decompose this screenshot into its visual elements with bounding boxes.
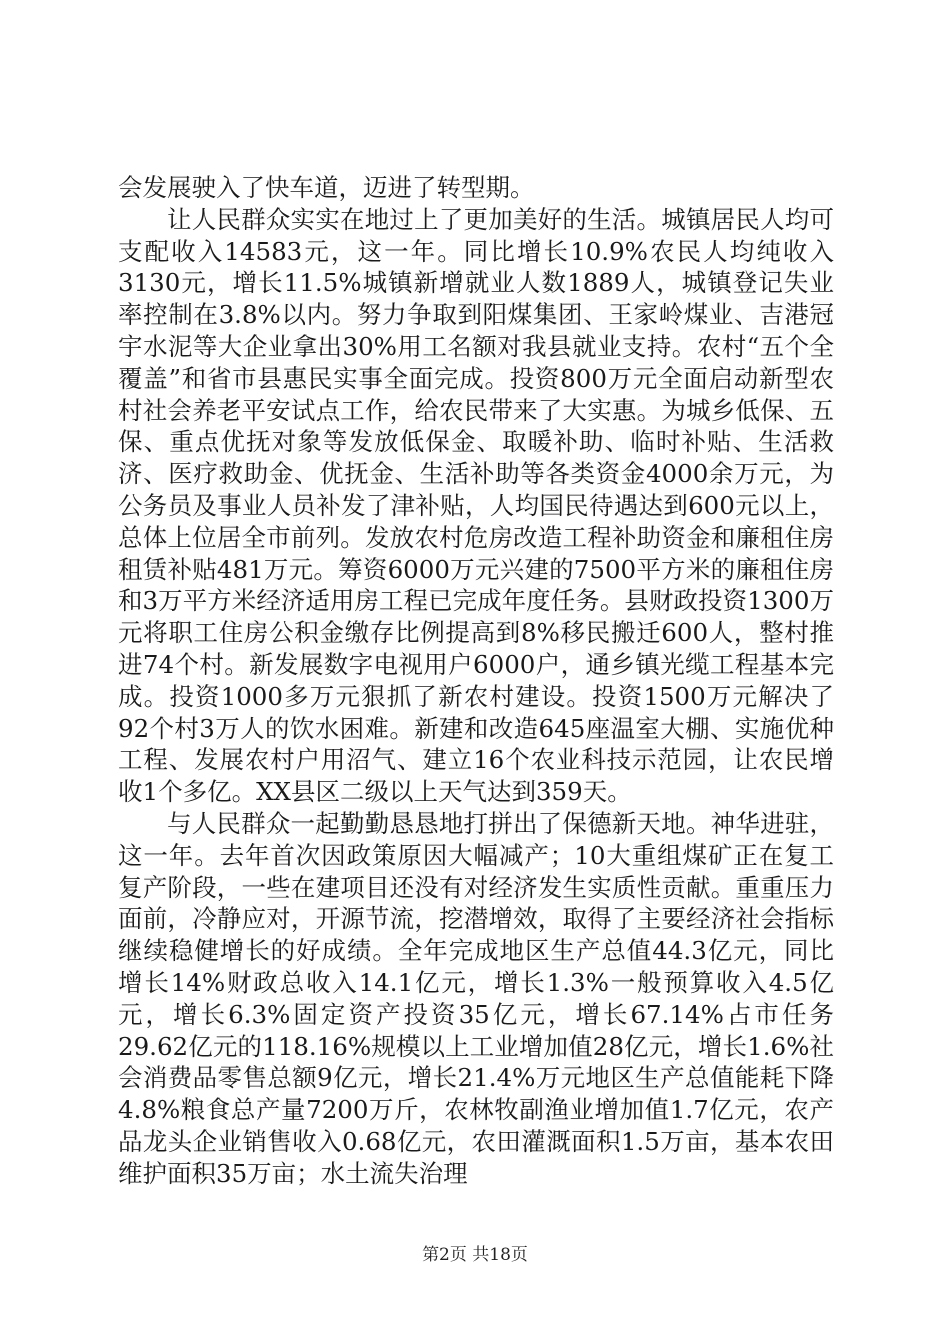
paragraph-living-standards: 让人民群众实实在地过上了更加美好的生活。城镇居民人均可支配收入14583元，这一年。同比增长10.9%农民人均纯收入3130元，增长11.5%城镇新增就业人数1889人，城镇登记失业率控制在3.8%以内。努力争取到阳煤集团、王家岭煤业、吉港冠宇水泥等大企业拿出30%用工名额对我县就业支持。农村“五个全覆盖”和省市县惠民实事全面完成。投资800万元全面启动新型农村社会养老平安试点工作，给农民带来了大实惠。为城乡低保、五保、重点优抚对象等发放低保金、取暖补助、临时补贴、生活救济、医疗救助金、优抚金、生活补助等各类资金4000余万元，为公务员及事业人员补发了津补贴，人均国民待遇达到600元以上，总体上位居全市前列。发放农村危房改造工程补助资金和廉租住房租赁补贴481万元。筹资6000万元兴建的7500平方米的廉租住房和3万平方米经济适用房工程已完成年度任务。县财政投资1300万元将职工住房公积金缴存比例提高到8%移民搬迁600人，整村推进74个村。新发展数字电视用户6000户，通乡镇光缆工程基本完成。投资1000多万元狠抓了新农村建设。投资1500万元解决了92个村3万人的饮水困难。新建和改造645座温室大棚、实施优种工程、发展农村户用沼气、建立16个农业科技示范园，让农民增收1个多亿。XX县区二级以上天气达到359天。	[118, 204, 834, 807]
body-text	[118, 172, 834, 1190]
paragraph-economic-indicators: 与人民群众一起勤勤恳恳地打拼出了保德新天地。神华进驻，这一年。去年首次因政策原因大幅减产；10大重组煤矿正在复工复产阶段，一些在建项目还没有对经济发生实质性贡献。重重压力面前，冷静应对，开源节流，挖潜增效，取得了主要经济社会指标继续稳健增长的好成绩。全年完成地区生产总值44.3亿元，同比增长14%财政总收入14.1亿元，增长1.3%一般预算收入4.5亿元，增长6.3%固定资产投资35亿元，增长67.14%占市任务29.62亿元的118.16%规模以上工业增加值28亿元，增长1.6%社会消费品零售总额9亿元，增长21.4%万元地区生产总值能耗下降4.8%粮食总产量7200万斤，农林牧副渔业增加值1.7亿元，农产品龙头企业销售收入0.68亿元，农田灌溉面积1.5万亩，基本农田维护面积35万亩；水土流失治理	[118, 808, 834, 1188]
page-number-footer: 第2页 共18页	[422, 1245, 528, 1265]
paragraph-continuation: 会发展驶入了快车道，迈进了转型期。	[118, 173, 535, 202]
